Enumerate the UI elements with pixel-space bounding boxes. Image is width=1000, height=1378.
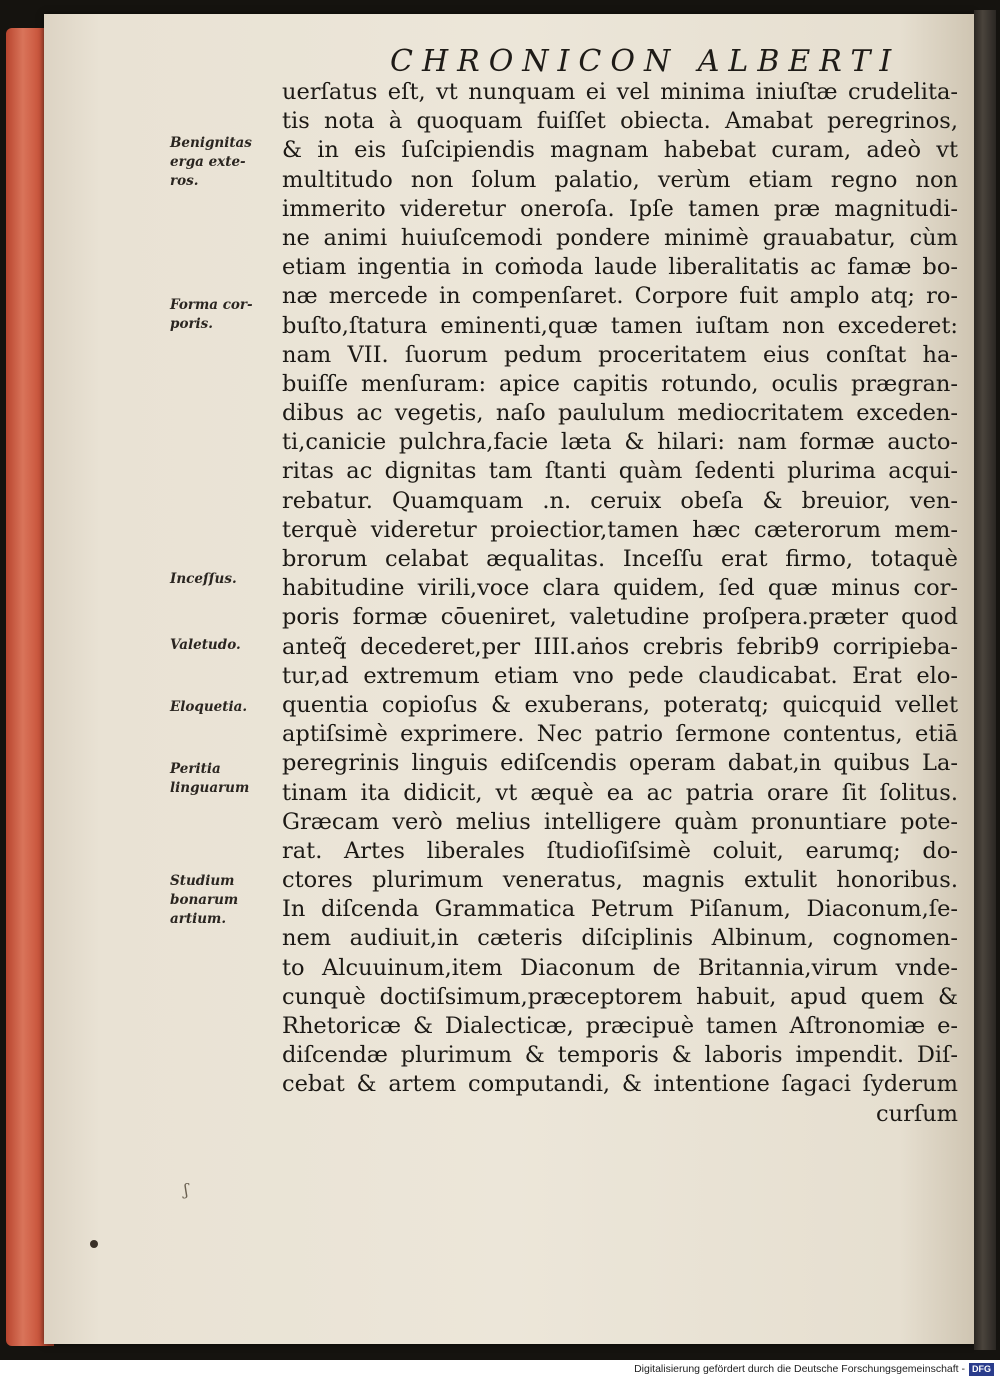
text-line: buſto,ſtatura eminenti,quæ tamen iuſtam non excederet:: [282, 312, 958, 339]
text-line: cunquè doctiſsimum,præceptorem habuit, apud quem &: [282, 983, 958, 1010]
text-line: cebat & artem computandi, & intentione ſagaci ſyderum: [282, 1071, 958, 1098]
text-line: ctores plurimum veneratus, magnis extulit honoribus.: [282, 867, 958, 894]
text-line: brorum celabat æqualitas. Inceſſu erat firmo, totaquè: [282, 546, 958, 572]
text-line: habitudine virili,voce clara quidem, ſed quæ minus cor-: [282, 575, 958, 602]
text-line: peregrinis linguis ediſcendis operam dabat,in quibus La-: [282, 750, 958, 777]
text-line: In diſcenda Grammatica Petrum Piſanum, Diaconum,ſe-: [282, 896, 958, 923]
margin-note-peritia-linguarum: Peritia linguarum: [170, 761, 250, 796]
text-line: tinam ita didicit, vt æquè ea ac patria orare ſit ſolitus.: [282, 779, 958, 806]
text-line: ritas ac dignitas tam ſtanti quàm ſedenti plurima acqui-: [282, 458, 958, 485]
text-line: multitudo non ſolum palatio, verùm etiam regno non: [282, 166, 958, 193]
text-line: anteq̃ decederet,per IIII.aṅos crebris febrib9 corripieba-: [282, 633, 958, 660]
text-line: tur,ad extremum etiam vno pede claudicabat. Erat elo-: [282, 662, 958, 689]
text-line: immerito videretur oneroſa. Ipſe tamen præ magnitudi-: [282, 195, 958, 222]
text-line: nem audiuit,in cæteris diſciplinis Albinum, cognomen-: [282, 925, 958, 952]
text-line: diſcendæ plurimum & temporis & laboris impendit. Diſ-: [282, 1042, 958, 1069]
text-line: Græcam verò melius intelligere quàm pronuntiare pote-: [282, 808, 958, 835]
margin-note-studium-bonarum-artium: Studium bonarum artium.: [170, 873, 239, 927]
digitization-footer: [0, 1360, 1000, 1378]
main-text: [282, 78, 958, 1129]
text-line: ti,canicie pulchra,facie læta & hilari: nam formæ aucto-: [282, 429, 958, 456]
footer-credit: Digitalisierung gefördert durch die Deutsche Forschungsgemeinschaft -: [634, 1363, 965, 1375]
text-line: aptiſsimè exprimere. Nec patrio ſermone contentus, etiā: [282, 721, 958, 748]
text-line: etiam ingentia in coṁoda laude liberalitatis ac famæ bo-: [282, 254, 958, 281]
text-line: quentia copioſus & exuberans, poteratq; quicquid vellet: [282, 691, 958, 718]
text-line: buiſſe menſuram: apice capitis rotundo, oculis prægran-: [282, 370, 958, 397]
text-line: poris formæ cōueniret, valetudine proſpera.præter quod: [282, 604, 958, 631]
text-line: uerſatus eſt, vt nunquam ei vel minima iniuſtæ crudelita-: [282, 79, 958, 105]
running-head: CHRONICON ALBERTI: [390, 44, 901, 79]
text-line: terquè videretur proiectior,tamen hæc cæterorum mem-: [282, 516, 958, 543]
book-spine: [974, 10, 996, 1350]
margin-note-benignitas: Benignitas erga exte- ros.: [170, 135, 252, 189]
text-line: dibus ac vegetis, naſo paululum mediocritatem exceden-: [282, 400, 958, 427]
text-line: & in eis ſuſcipiendis magnam habebat curam, adeò vt: [282, 137, 958, 164]
text-line: rebatur. Quamquam .n. ceruix obeſa & breuior, ven-: [282, 487, 958, 514]
margin-note-eloquentia: Eloquetia.: [170, 699, 248, 715]
margin-note-valetudo: Valetudo.: [170, 637, 241, 653]
catchword: curſum: [875, 1100, 958, 1127]
margin-note-incessus: Inceſſus.: [170, 571, 237, 587]
text-line: næ mercede in compenſaret. Corpore fuit amplo atq; ro-: [282, 283, 958, 310]
text-line: Rhetoricæ & Dialecticæ, præcipuè tamen Aſtronomiæ e-: [282, 1013, 958, 1039]
ink-dot: [90, 1240, 98, 1248]
ink-mark: ʃ: [184, 1180, 189, 1199]
text-line: rat. Artes liberales ſtudioſiſsimè coluit, earumq; do-: [282, 837, 958, 864]
text-line: ne animi huiuſcemodi pondere minimè grauabatur, cùm: [282, 224, 958, 251]
text-line: tis nota à quoquam fuiſſet obiecta. Amabat peregrinos,: [282, 108, 958, 135]
margin-note-forma-corporis: Forma cor- poris.: [170, 297, 253, 332]
text-line: nam VII. ſuorum pedum proceritatem eius conſtat ha-: [282, 341, 958, 368]
text-line: to Alcuuinum,item Diaconum de Britannia,virum vnde-: [282, 954, 958, 981]
dfg-logo-icon: DFG: [969, 1363, 994, 1376]
